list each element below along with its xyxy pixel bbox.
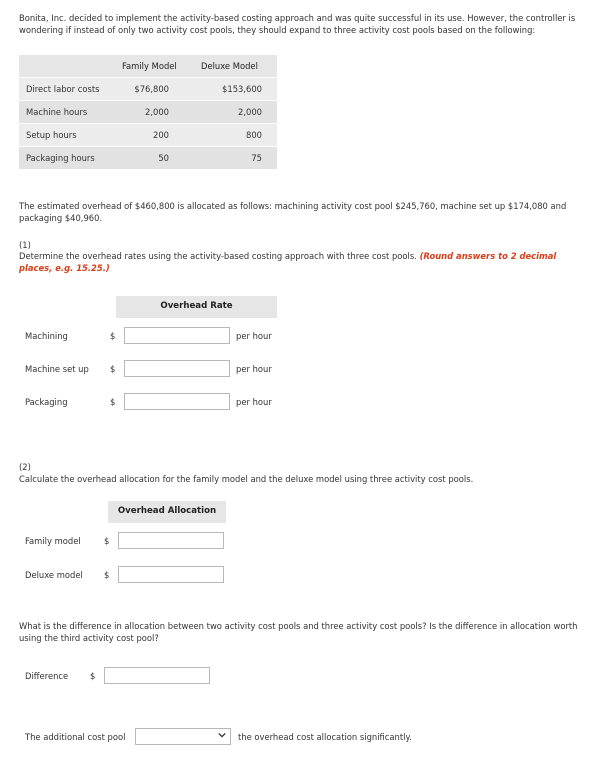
allocation-row-deluxe <box>0 566 599 586</box>
currency-symbol: $ <box>104 570 110 580</box>
currency-symbol: $ <box>110 331 116 341</box>
machine-setup-rate-input[interactable] <box>124 360 230 377</box>
deluxe-value: 2,000 <box>238 107 262 117</box>
table-row <box>19 101 277 124</box>
part2-instruction: Calculate the overhead allocation for the family model and the deluxe model using three activity cost pools. <box>19 474 474 484</box>
intro-text: Bonita, Inc. decided to implement the activity-based costing approach and was quite successful in its use. However, the controller is wondering if instead of only two activity cost pools, they should expand to three activity cost pools based on the following: <box>19 13 576 35</box>
currency-symbol: $ <box>104 536 110 546</box>
table-header-row <box>19 55 277 78</box>
part1-instruction-text: Determine the overhead rates using the activity-based costing approach with three cost pools. <box>19 251 417 261</box>
table-row <box>19 124 277 147</box>
rate-row-machining <box>0 327 599 347</box>
overhead-allocation-header: Overhead Allocation <box>117 506 217 516</box>
deluxe-value: 800 <box>246 130 262 140</box>
cost-data-table <box>19 55 277 169</box>
row-label: Direct labor costs <box>26 84 100 94</box>
unit-label: per hour <box>236 331 272 341</box>
unit-label: per hour <box>236 364 272 374</box>
difference-label: Difference <box>25 671 69 681</box>
overhead-text: The estimated overhead of $460,800 is allocated as follows: machining activity cost pool $245,760, machine set up $174,080 and packaging $40,960. <box>19 201 567 223</box>
family-value: 200 <box>153 130 169 140</box>
deluxe-value: $153,600 <box>222 84 262 94</box>
row-label: Packaging hours <box>26 153 95 163</box>
unit-label: per hour <box>236 397 272 407</box>
rate-row-machine-setup <box>0 360 599 380</box>
allocation-row-family <box>0 532 599 552</box>
family-value: $76,800 <box>134 84 169 94</box>
family-value: 2,000 <box>145 107 169 117</box>
part1-number: (1) <box>19 240 31 250</box>
difference-row <box>0 667 599 687</box>
currency-symbol: $ <box>110 397 116 407</box>
conclusion-suffix: the overhead cost allocation significantly. <box>238 732 412 742</box>
rounding-note: (Round answers to 2 decimal places, e.g. 15.25.) <box>19 251 557 273</box>
machining-rate-input[interactable] <box>124 327 230 344</box>
row-label: Machine hours <box>26 107 88 117</box>
family-value: 50 <box>158 153 169 163</box>
deluxe-model-allocation-input[interactable] <box>118 566 224 583</box>
table-row <box>19 147 277 170</box>
difference-question: What is the difference in allocation between two activity cost pools and three activity cost pools? Is the difference in allocation worth using the third activity cost pool? <box>19 621 578 643</box>
overhead-rate-header: Overhead Rate <box>160 301 233 311</box>
allocation-label: Family model <box>25 536 81 546</box>
header-deluxe-model: Deluxe Model <box>201 61 258 71</box>
rate-label: Machine set up <box>25 364 89 374</box>
chevron-down-icon <box>218 731 226 742</box>
deluxe-value: 75 <box>251 153 262 163</box>
rate-label: Packaging <box>25 397 68 407</box>
allocation-label: Deluxe model <box>25 570 83 580</box>
overhead-rate-header-bar <box>116 296 277 318</box>
part2-number: (2) <box>19 462 31 472</box>
rate-label: Machining <box>25 331 68 341</box>
currency-symbol: $ <box>110 364 116 374</box>
difference-input[interactable] <box>104 667 210 684</box>
part1-instruction <box>19 251 584 274</box>
rate-row-packaging <box>0 393 599 413</box>
overhead-allocation-header-bar <box>108 501 226 523</box>
table-row <box>19 78 277 101</box>
packaging-rate-input[interactable] <box>124 393 230 410</box>
conclusion-dropdown[interactable] <box>135 728 231 745</box>
conclusion-row <box>0 728 599 748</box>
header-family-model: Family Model <box>122 61 177 71</box>
conclusion-prefix: The additional cost pool <box>25 732 126 742</box>
family-model-allocation-input[interactable] <box>118 532 224 549</box>
currency-symbol: $ <box>90 671 96 681</box>
row-label: Setup hours <box>26 130 77 140</box>
